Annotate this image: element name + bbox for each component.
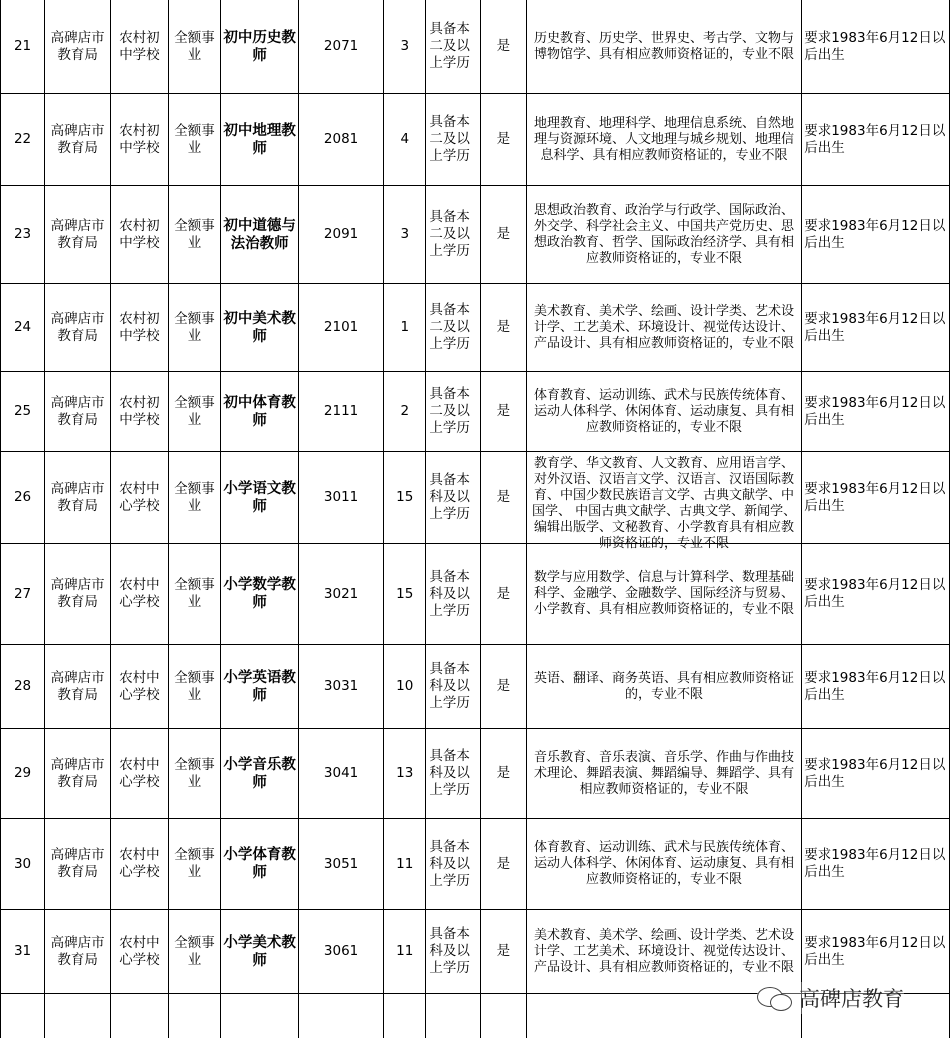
cell-degree: 是 bbox=[480, 284, 526, 372]
cell-type: 全额事业 bbox=[168, 94, 221, 186]
cell-requirement: 要求1983年6月12日以后出生 bbox=[802, 284, 950, 372]
cell-no: 22 bbox=[1, 94, 45, 186]
cell-unit: 农村初中学校 bbox=[111, 372, 168, 452]
cell-no: 27 bbox=[1, 544, 45, 645]
cell-unit: 农村初中学校 bbox=[111, 284, 168, 372]
cell-position: 初中体育教师 bbox=[221, 372, 299, 452]
cell-no: 21 bbox=[1, 0, 45, 94]
table-row bbox=[1, 284, 950, 372]
cell-major: 英语、翻译、商务英语、具有相应教师资格证的，专业不限 bbox=[526, 645, 801, 729]
cell-requirement: 要求1983年6月12日以后出生 bbox=[802, 0, 950, 94]
cell-code: 3051 bbox=[298, 819, 383, 910]
cell-dept: 高碑店市教育局 bbox=[45, 372, 111, 452]
cell-count: 2 bbox=[384, 372, 426, 452]
cell-count: 10 bbox=[384, 645, 426, 729]
empty-cell bbox=[221, 994, 299, 1039]
cell-unit: 农村中心学校 bbox=[111, 645, 168, 729]
cell-type: 全额事业 bbox=[168, 0, 221, 94]
cell-major: 体育教育、运动训练、武术与民族传统体育、运动人体科学、休闲体育、运动康复、具有相应教师资格证的，专业不限 bbox=[526, 372, 801, 452]
cell-type: 全额事业 bbox=[168, 284, 221, 372]
cell-type: 全额事业 bbox=[168, 186, 221, 284]
cell-dept: 高碑店市教育局 bbox=[45, 819, 111, 910]
cell-code: 2111 bbox=[298, 372, 383, 452]
cell-requirement: 要求1983年6月12日以后出生 bbox=[802, 819, 950, 910]
empty-cell bbox=[384, 994, 426, 1039]
table-row bbox=[1, 544, 950, 645]
cell-type: 全额事业 bbox=[168, 729, 221, 819]
cell-dept: 高碑店市教育局 bbox=[45, 729, 111, 819]
table-row bbox=[1, 910, 950, 994]
cell-code: 3011 bbox=[298, 452, 383, 544]
watermark-text: 高碑店教育 bbox=[799, 987, 904, 1011]
cell-major: 美术教育、美术学、绘画、设计学类、艺术设计学、工艺美术、环境设计、视觉传达设计、产品设计、具有相应教师资格证的，专业不限 bbox=[526, 910, 801, 994]
cell-education: 具备本科及以上学历 bbox=[426, 452, 481, 544]
cell-major: 数学与应用数学、信息与计算科学、数理基础科学、金融学、金融数学、国际经济与贸易、小学教育、具有相应教师资格证的，专业不限 bbox=[526, 544, 801, 645]
cell-education: 具备本科及以上学历 bbox=[426, 544, 481, 645]
empty-cell bbox=[298, 994, 383, 1039]
cell-degree: 是 bbox=[480, 186, 526, 284]
cell-type: 全额事业 bbox=[168, 452, 221, 544]
cell-requirement: 要求1983年6月12日以后出生 bbox=[802, 452, 950, 544]
table-row bbox=[1, 452, 950, 544]
cell-education: 具备本二及以上学历 bbox=[426, 372, 481, 452]
cell-no: 24 bbox=[1, 284, 45, 372]
cell-code: 2101 bbox=[298, 284, 383, 372]
cell-count: 3 bbox=[384, 0, 426, 94]
cell-requirement: 要求1983年6月12日以后出生 bbox=[802, 544, 950, 645]
cell-position: 小学美术教师 bbox=[221, 910, 299, 994]
cell-major: 地理教育、地理科学、地理信息系统、自然地理与资源环境、人文地理与城乡规划、地理信息科学、具有相应教师资格证的，专业不限 bbox=[526, 94, 801, 186]
cell-requirement: 要求1983年6月12日以后出生 bbox=[802, 372, 950, 452]
cell-education: 具备本科及以上学历 bbox=[426, 910, 481, 994]
cell-education: 具备本二及以上学历 bbox=[426, 94, 481, 186]
cell-degree: 是 bbox=[480, 910, 526, 994]
empty-cell bbox=[426, 994, 481, 1039]
cell-dept: 高碑店市教育局 bbox=[45, 186, 111, 284]
table-row bbox=[1, 0, 950, 94]
table-row bbox=[1, 94, 950, 186]
cell-count: 3 bbox=[384, 186, 426, 284]
cell-code: 2071 bbox=[298, 0, 383, 94]
cell-position: 小学英语教师 bbox=[221, 645, 299, 729]
cell-no: 31 bbox=[1, 910, 45, 994]
cell-degree: 是 bbox=[480, 645, 526, 729]
cell-unit: 农村中心学校 bbox=[111, 452, 168, 544]
cell-code: 3041 bbox=[298, 729, 383, 819]
cell-code: 3061 bbox=[298, 910, 383, 994]
cell-requirement: 要求1983年6月12日以后出生 bbox=[802, 186, 950, 284]
cell-code: 3021 bbox=[298, 544, 383, 645]
cell-type: 全额事业 bbox=[168, 645, 221, 729]
cell-type: 全额事业 bbox=[168, 372, 221, 452]
cell-count: 15 bbox=[384, 544, 426, 645]
cell-dept: 高碑店市教育局 bbox=[45, 0, 111, 94]
cell-type: 全额事业 bbox=[168, 544, 221, 645]
cell-requirement: 要求1983年6月12日以后出生 bbox=[802, 729, 950, 819]
cell-degree: 是 bbox=[480, 0, 526, 94]
cell-count: 15 bbox=[384, 452, 426, 544]
cell-education: 具备本科及以上学历 bbox=[426, 729, 481, 819]
cell-education: 具备本科及以上学历 bbox=[426, 819, 481, 910]
cell-code: 2081 bbox=[298, 94, 383, 186]
cell-position: 小学数学教师 bbox=[221, 544, 299, 645]
cell-major: 思想政治教育、政治学与行政学、国际政治、外交学、科学社会主义、中国共产党历史、思想政治教育、哲学、国际政治经济学、具有相应教师资格证的，专业不限 bbox=[526, 186, 801, 284]
empty-cell bbox=[480, 994, 526, 1039]
cell-degree: 是 bbox=[480, 372, 526, 452]
cell-unit: 农村中心学校 bbox=[111, 544, 168, 645]
cell-count: 13 bbox=[384, 729, 426, 819]
empty-cell bbox=[1, 994, 45, 1039]
cell-dept: 高碑店市教育局 bbox=[45, 284, 111, 372]
cell-position: 小学音乐教师 bbox=[221, 729, 299, 819]
cell-position: 初中历史教师 bbox=[221, 0, 299, 94]
cell-requirement: 要求1983年6月12日以后出生 bbox=[802, 94, 950, 186]
cell-count: 11 bbox=[384, 819, 426, 910]
cell-dept: 高碑店市教育局 bbox=[45, 910, 111, 994]
cell-dept: 高碑店市教育局 bbox=[45, 94, 111, 186]
cell-no: 25 bbox=[1, 372, 45, 452]
cell-major: 历史教育、历史学、世界史、考古学、文物与博物馆学、具有相应教师资格证的，专业不限 bbox=[526, 0, 801, 94]
cell-major: 体育教育、运动训练、武术与民族传统体育、运动人体科学、休闲体育、运动康复、具有相应教师资格证的，专业不限 bbox=[526, 819, 801, 910]
table-row bbox=[1, 645, 950, 729]
cell-position: 小学体育教师 bbox=[221, 819, 299, 910]
cell-unit: 农村初中学校 bbox=[111, 0, 168, 94]
table-row bbox=[1, 819, 950, 910]
cell-count: 11 bbox=[384, 910, 426, 994]
cell-no: 28 bbox=[1, 645, 45, 729]
cell-count: 4 bbox=[384, 94, 426, 186]
cell-education: 具备本二及以上学历 bbox=[426, 0, 481, 94]
cell-requirement: 要求1983年6月12日以后出生 bbox=[802, 910, 950, 994]
cell-position: 初中道德与法治教师 bbox=[221, 186, 299, 284]
cell-requirement: 要求1983年6月12日以后出生 bbox=[802, 645, 950, 729]
cell-degree: 是 bbox=[480, 544, 526, 645]
wechat-icon bbox=[757, 985, 793, 1011]
cell-unit: 农村中心学校 bbox=[111, 729, 168, 819]
cell-position: 小学语文教师 bbox=[221, 452, 299, 544]
cell-degree: 是 bbox=[480, 94, 526, 186]
cell-major bbox=[526, 452, 801, 551]
cell-unit: 农村初中学校 bbox=[111, 186, 168, 284]
cell-education: 具备本科及以上学历 bbox=[426, 645, 481, 729]
empty-cell bbox=[111, 994, 168, 1039]
cell-major: 美术教育、美术学、绘画、设计学类、艺术设计学、工艺美术、环境设计、视觉传达设计、产品设计、具有相应教师资格证的，专业不限 bbox=[526, 284, 801, 372]
cell-code: 3031 bbox=[298, 645, 383, 729]
empty-cell bbox=[168, 994, 221, 1039]
cell-dept: 高碑店市教育局 bbox=[45, 452, 111, 544]
cell-no: 26 bbox=[1, 452, 45, 544]
cell-no: 23 bbox=[1, 186, 45, 284]
major-text: 教育学、华文教育、人文教育、应用语言学、对外汉语、汉语言文学、汉语言、汉语国际教育、中国少数民族语言文学、古典文献学、中国学、 中国古典文献学、古典文学、新闻学、编辑出版学、文秘教育、小学教育具有相应教师资格证的，专业不限 bbox=[531, 455, 797, 551]
cell-type: 全额事业 bbox=[168, 819, 221, 910]
cell-count: 1 bbox=[384, 284, 426, 372]
table-row bbox=[1, 372, 950, 452]
cell-position: 初中美术教师 bbox=[221, 284, 299, 372]
watermark bbox=[757, 982, 904, 1014]
cell-degree: 是 bbox=[480, 452, 526, 544]
cell-type: 全额事业 bbox=[168, 910, 221, 994]
cell-major: 音乐教育、音乐表演、音乐学、作曲与作曲技术理论、舞蹈表演、舞蹈编导、舞蹈学、具有相应教师资格证的，专业不限 bbox=[526, 729, 801, 819]
cell-code: 2091 bbox=[298, 186, 383, 284]
cell-education: 具备本二及以上学历 bbox=[426, 186, 481, 284]
cell-education: 具备本二及以上学历 bbox=[426, 284, 481, 372]
empty-cell bbox=[45, 994, 111, 1039]
cell-dept: 高碑店市教育局 bbox=[45, 645, 111, 729]
cell-degree: 是 bbox=[480, 729, 526, 819]
cell-unit: 农村初中学校 bbox=[111, 94, 168, 186]
cell-no: 29 bbox=[1, 729, 45, 819]
cell-dept: 高碑店市教育局 bbox=[45, 544, 111, 645]
cell-degree: 是 bbox=[480, 819, 526, 910]
table-row bbox=[1, 729, 950, 819]
cell-unit: 农村中心学校 bbox=[111, 910, 168, 994]
cell-unit: 农村中心学校 bbox=[111, 819, 168, 910]
cell-no: 30 bbox=[1, 819, 45, 910]
table-row bbox=[1, 186, 950, 284]
cell-position: 初中地理教师 bbox=[221, 94, 299, 186]
